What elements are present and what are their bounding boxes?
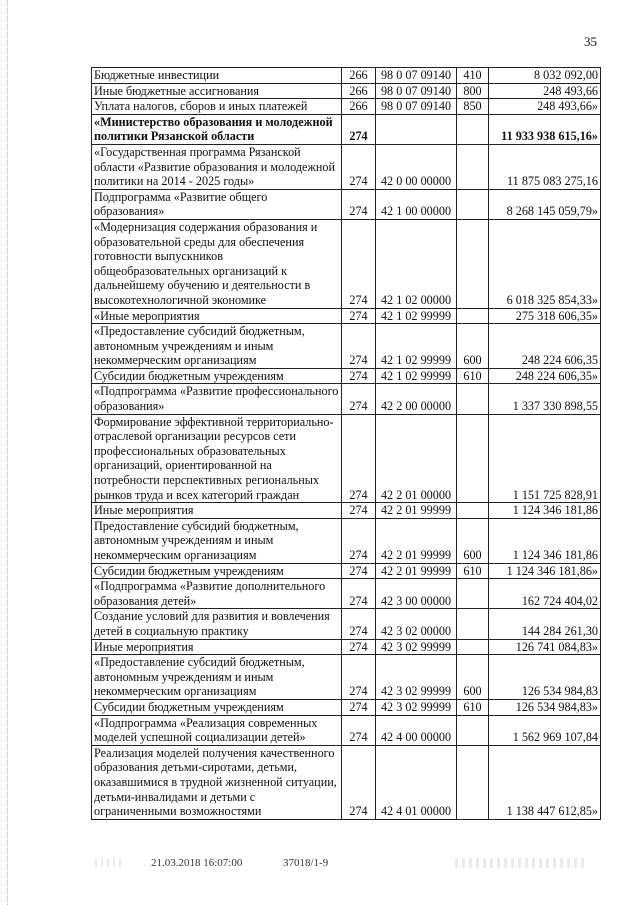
row-admin-code-cell: 274 <box>342 384 376 414</box>
table-row <box>92 114 601 144</box>
row-expense-type-cell <box>457 639 489 655</box>
row-amount-cell: 162 724 404,02 <box>489 579 601 609</box>
row-admin-code-cell: 274 <box>342 563 376 579</box>
row-expense-type-cell: 610 <box>457 368 489 384</box>
row-target-article-cell: 42 2 01 99999 <box>376 503 457 519</box>
row-expense-type-cell: 850 <box>457 99 489 115</box>
row-amount-cell: 1 151 725 828,91 <box>489 414 601 503</box>
row-name-cell: Предоставление субсидий бюджетным, автономным учреждениям и иным некоммерческим организациям <box>92 518 342 563</box>
row-expense-type-cell: 600 <box>457 655 489 700</box>
footer-date: 21.03.2018 16:07:00 <box>151 857 243 869</box>
table-row <box>92 745 601 819</box>
row-amount-cell: 126 741 084,83» <box>489 639 601 655</box>
row-name-cell: Иные мероприятия <box>92 639 342 655</box>
row-admin-code-cell: 274 <box>342 503 376 519</box>
table-row <box>92 384 601 414</box>
page-margin-line <box>7 0 9 905</box>
row-admin-code-cell: 266 <box>342 83 376 99</box>
row-target-article-cell <box>376 114 457 144</box>
row-admin-code-cell: 274 <box>342 324 376 369</box>
row-amount-cell: 1 562 969 107,84 <box>489 715 601 745</box>
row-amount-cell: 8 268 145 059,79» <box>489 189 601 219</box>
row-target-article-cell: 98 0 07 09140 <box>376 83 457 99</box>
row-target-article-cell: 42 2 01 99999 <box>376 563 457 579</box>
row-expense-type-cell <box>457 384 489 414</box>
row-admin-code-cell: 274 <box>342 699 376 715</box>
table-row <box>92 503 601 519</box>
row-target-article-cell: 42 1 02 99999 <box>376 308 457 324</box>
table-row <box>92 99 601 115</box>
row-admin-code-cell: 266 <box>342 68 376 84</box>
row-amount-cell: 6 018 325 854,33» <box>489 219 601 308</box>
row-admin-code-cell: 274 <box>342 189 376 219</box>
table-row <box>92 324 601 369</box>
row-expense-type-cell <box>457 219 489 308</box>
table-row <box>92 83 601 99</box>
table-row <box>92 715 601 745</box>
row-amount-cell: 248 224 606,35» <box>489 368 601 384</box>
row-target-article-cell: 42 3 02 99999 <box>376 655 457 700</box>
row-admin-code-cell: 274 <box>342 655 376 700</box>
row-amount-cell: 248 224 606,35 <box>489 324 601 369</box>
row-amount-cell: 275 318 606,35» <box>489 308 601 324</box>
table-row <box>92 68 601 84</box>
row-name-cell: Субсидии бюджетным учреждениям <box>92 699 342 715</box>
row-admin-code-cell: 274 <box>342 579 376 609</box>
row-amount-cell: 144 284 261,30 <box>489 609 601 639</box>
row-name-cell: Создание условий для развития и вовлечения детей в социальную практику <box>92 609 342 639</box>
row-admin-code-cell: 274 <box>342 219 376 308</box>
row-expense-type-cell <box>457 715 489 745</box>
row-expense-type-cell <box>457 189 489 219</box>
row-amount-cell: 1 124 346 181,86 <box>489 503 601 519</box>
row-admin-code-cell: 274 <box>342 144 376 189</box>
row-name-cell: Подпрограмма «Развитие общего образования» <box>92 189 342 219</box>
row-expense-type-cell <box>457 579 489 609</box>
table-row <box>92 368 601 384</box>
row-name-cell: Уплата налогов, сборов и иных платежей <box>92 99 342 115</box>
row-name-cell: «Предоставление субсидий бюджетным, автономным учреждениям и иным некоммерческим организациям <box>92 655 342 700</box>
row-name-cell: «Иные мероприятия <box>92 308 342 324</box>
row-expense-type-cell <box>457 308 489 324</box>
row-target-article-cell: 42 3 02 00000 <box>376 609 457 639</box>
table-row <box>92 414 601 503</box>
row-target-article-cell: 42 1 02 00000 <box>376 219 457 308</box>
row-name-cell: Формирование эффективной территориально-отраслевой организации ресурсов сети профессиональных образовательных организаций, ориентированной на потребности перспективных региональных рынков труда и всех категорий граждан <box>92 414 342 503</box>
page-number: 35 <box>584 34 597 49</box>
row-target-article-cell: 42 1 02 99999 <box>376 324 457 369</box>
row-expense-type-cell: 610 <box>457 563 489 579</box>
table-row <box>92 655 601 700</box>
table-row <box>92 219 601 308</box>
row-amount-cell: 1 124 346 181,86» <box>489 563 601 579</box>
row-amount-cell: 8 032 092,00 <box>489 68 601 84</box>
row-target-article-cell: 42 3 00 00000 <box>376 579 457 609</box>
row-admin-code-cell: 266 <box>342 99 376 115</box>
footer-stamp-right <box>455 858 585 868</box>
row-amount-cell: 1 124 346 181,86 <box>489 518 601 563</box>
row-target-article-cell: 42 1 02 99999 <box>376 368 457 384</box>
budget-table <box>91 67 601 820</box>
row-admin-code-cell: 274 <box>342 715 376 745</box>
row-amount-cell: 11 933 938 615,16» <box>489 114 601 144</box>
row-expense-type-cell: 800 <box>457 83 489 99</box>
row-amount-cell: 1 337 330 898,55 <box>489 384 601 414</box>
table-row <box>92 144 601 189</box>
row-target-article-cell: 42 1 00 00000 <box>376 189 457 219</box>
row-name-cell: Иные бюджетные ассигнования <box>92 83 342 99</box>
row-name-cell: Субсидии бюджетным учреждениям <box>92 368 342 384</box>
budget-table-body <box>92 68 601 820</box>
row-name-cell: «Государственная программа Рязанской области «Развитие образования и молодежной политики на 2014 - 2025 годы» <box>92 144 342 189</box>
row-admin-code-cell: 274 <box>342 518 376 563</box>
table-row <box>92 699 601 715</box>
row-target-article-cell: 42 4 01 00000 <box>376 745 457 819</box>
table-row <box>92 639 601 655</box>
row-name-cell: Бюджетные инвестиции <box>92 68 342 84</box>
row-expense-type-cell: 600 <box>457 518 489 563</box>
row-expense-type-cell <box>457 745 489 819</box>
row-name-cell: Иные мероприятия <box>92 503 342 519</box>
row-amount-cell: 1 138 447 612,85» <box>489 745 601 819</box>
row-target-article-cell: 42 2 01 99999 <box>376 518 457 563</box>
table-row <box>92 579 601 609</box>
row-expense-type-cell <box>457 414 489 503</box>
row-target-article-cell: 42 2 00 00000 <box>376 384 457 414</box>
table-row <box>92 308 601 324</box>
row-admin-code-cell: 274 <box>342 308 376 324</box>
row-expense-type-cell: 610 <box>457 699 489 715</box>
row-name-cell: «Предоставление субсидий бюджетным, автономным учреждениям и иным некоммерческим организациям <box>92 324 342 369</box>
row-expense-type-cell: 600 <box>457 324 489 369</box>
row-admin-code-cell: 274 <box>342 368 376 384</box>
row-target-article-cell: 42 3 02 99999 <box>376 639 457 655</box>
table-row <box>92 189 601 219</box>
row-name-cell: «Подпрограмма «Развитие дополнительного образования детей» <box>92 579 342 609</box>
row-target-article-cell: 98 0 07 09140 <box>376 68 457 84</box>
table-row <box>92 609 601 639</box>
row-expense-type-cell <box>457 609 489 639</box>
row-amount-cell: 248 493,66» <box>489 99 601 115</box>
table-row <box>92 563 601 579</box>
row-admin-code-cell: 274 <box>342 114 376 144</box>
row-expense-type-cell <box>457 114 489 144</box>
footer-stamp-left <box>95 859 125 867</box>
row-target-article-cell: 42 3 02 99999 <box>376 699 457 715</box>
table-row <box>92 518 601 563</box>
row-name-cell: Субсидии бюджетным учреждениям <box>92 563 342 579</box>
row-expense-type-cell <box>457 503 489 519</box>
row-expense-type-cell <box>457 144 489 189</box>
row-name-cell: «Модернизация содержания образования и образовательной среды для обеспечения готовности выпускников общеобразовательных организаций к дальнейшему обучению и деятельности в высокотехнологичной экономике <box>92 219 342 308</box>
row-target-article-cell: 98 0 07 09140 <box>376 99 457 115</box>
row-target-article-cell: 42 0 00 00000 <box>376 144 457 189</box>
row-admin-code-cell: 274 <box>342 609 376 639</box>
row-admin-code-cell: 274 <box>342 639 376 655</box>
row-admin-code-cell: 274 <box>342 414 376 503</box>
row-admin-code-cell: 274 <box>342 745 376 819</box>
row-name-cell: «Подпрограмма «Реализация современных моделей успешной социализации детей» <box>92 715 342 745</box>
row-name-cell: «Министерство образования и молодежной политики Рязанской области <box>92 114 342 144</box>
row-name-cell: «Подпрограмма «Развитие профессионального образования» <box>92 384 342 414</box>
row-amount-cell: 126 534 984,83» <box>489 699 601 715</box>
row-expense-type-cell: 410 <box>457 68 489 84</box>
row-amount-cell: 11 875 083 275,16 <box>489 144 601 189</box>
row-target-article-cell: 42 4 00 00000 <box>376 715 457 745</box>
row-target-article-cell: 42 2 01 00000 <box>376 414 457 503</box>
row-name-cell: Реализация моделей получения качественного образования детьми-сиротами, детьми, оказавшимися в трудной жизненной ситуации, детьми-инвалидами и детьми с ограниченными возможностями <box>92 745 342 819</box>
footer-doc-id: 37018/1-9 <box>283 857 329 869</box>
row-amount-cell: 126 534 984,83 <box>489 655 601 700</box>
row-amount-cell: 248 493,66 <box>489 83 601 99</box>
